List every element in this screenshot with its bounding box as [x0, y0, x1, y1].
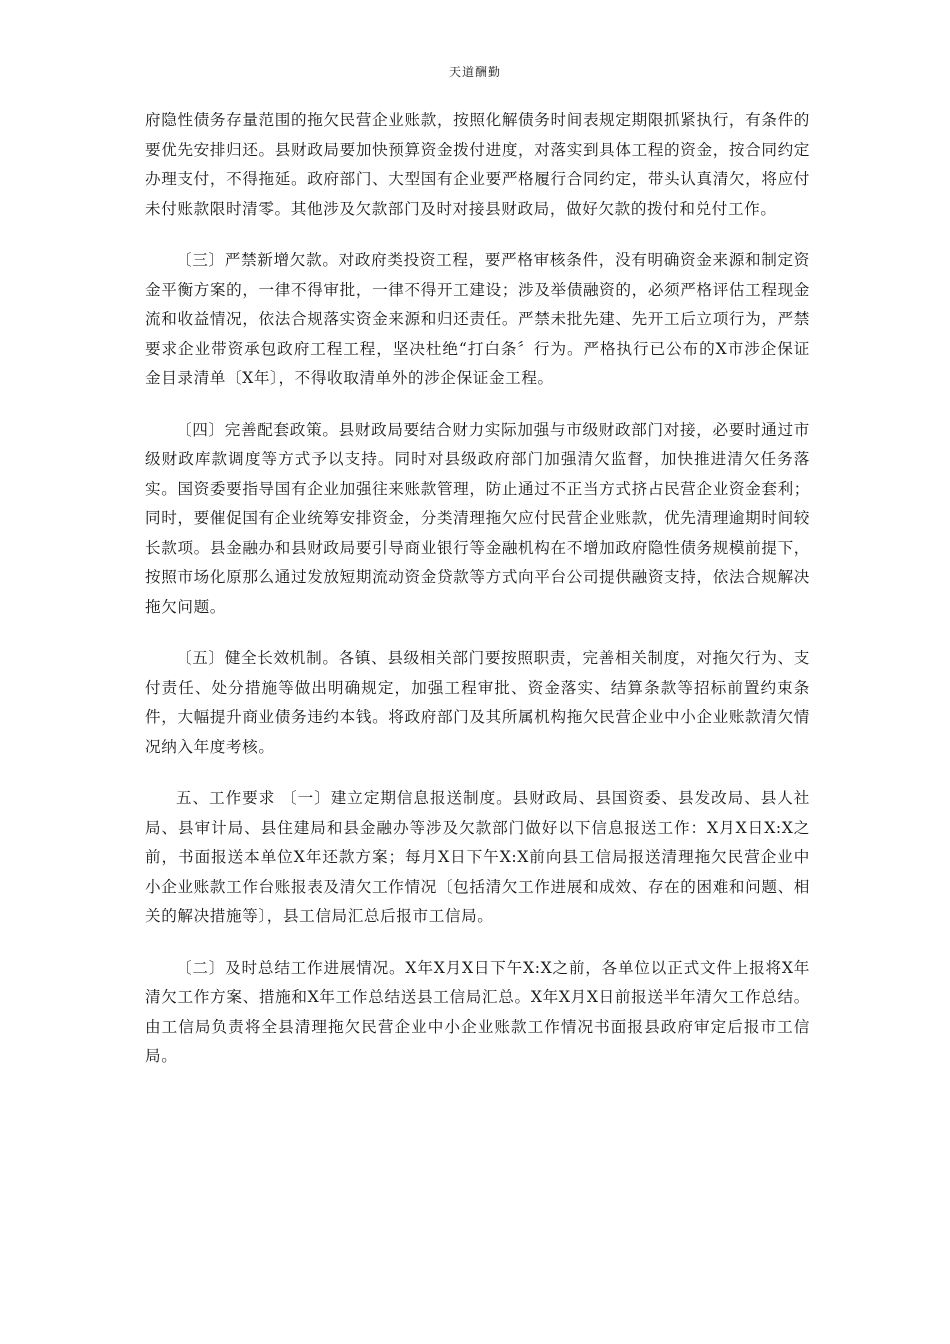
document-body	[145, 106, 810, 1094]
paragraph-progress-summary: 〔二〕及时总结工作进展情况。X年X月X日下午X:X之前，各单位以正式文件上报将X年清欠工作方案、措施和X年工作总结送县工信局汇总。X年X月X日前报送半年清欠工作总结。由工信局负责将全县清理拖欠民营企业中小企业账款工作情况书面报县政府审定后报市工信局。	[145, 958, 810, 1065]
paragraph-section-4: 〔四〕完善配套政策。县财政局要结合财力实际加强与市级财政部门对接，必要时通过市级财政库款调度等方式予以支持。同时对县级政府部门加强清欠监督，加快推进清欠任务落实。国资委要指导国有企业加强往来账款管理，防止通过不正当方式挤占民营企业资金套利；同时，要催促国有企业统筹安排资金，分类清理拖欠应付民营企业账款，优先清理逾期时间较长款项。县金融办和县财政局要引导商业银行等金融机构在不增加政府隐性债务规模前提下，按照市场化原那么通过发放短期流动资金贷款等方式向平台公司提供融资支持，依法合规解决拖欠问题。	[145, 420, 810, 616]
paragraph-continuation: 府隐性债务存量范围的拖欠民营企业账款，按照化解债务时间表规定期限抓紧执行，有条件的要优先安排归还。县财政局要加快预算资金拨付进度，对落实到具体工程的资金，按合同约定办理支付，不得拖延。政府部门、大型国有企业要严格履行合同约定，带头认真清欠，将应付未付账款限时清零。其他涉及欠款部门及时对接县财政局，做好欠款的拨付和兑付工作。	[145, 111, 810, 218]
paragraph-section-5: 〔五〕健全长效机制。各镇、县级相关部门要按照职责，完善相关制度，对拖欠行为、支付责任、处分措施等做出明确规定，加强工程审批、资金落实、结算条款等招标前置约束条件，大幅提升商业债务违约本钱。将政府部门及其所属机构拖欠民营企业中小企业账款清欠情况纳入年度考核。	[145, 649, 810, 756]
paragraph-section-3: 〔三〕严禁新增欠款。对政府类投资工程，要严格审核条件，没有明确资金来源和制定资金平衡方案的，一律不得审批，一律不得开工建设；涉及举债融资的，必须严格评估工程现金流和收益情况，依法合规落实资金来源和归还责任。严禁未批先建、先开工后立项行为，严禁要求企业带资承包政府工程工程，坚决杜绝“打白条〞行为。严格执行已公布的X市涉企保证金目录清单〔X年〕，不得收取清单外的涉企保证金工程。	[145, 251, 810, 387]
paragraph-work-requirements: 五、工作要求 〔一〕建立定期信息报送制度。县财政局、县国资委、县发改局、县人社局、县审计局、县住建局和县金融办等涉及欠款部门做好以下信息报送工作：X月X日X:X之前，书面报送本单位X年还款方案；每月X日下午X:X前向县工信局报送清理拖欠民营企业中小企业账款工作台账报表及清欠工作情况〔包括清欠工作进展和成效、存在的困难和问题、相关的解决措施等〕，县工信局汇总后报市工信局。	[145, 789, 810, 925]
page-header: 天道酬勤	[448, 65, 501, 79]
